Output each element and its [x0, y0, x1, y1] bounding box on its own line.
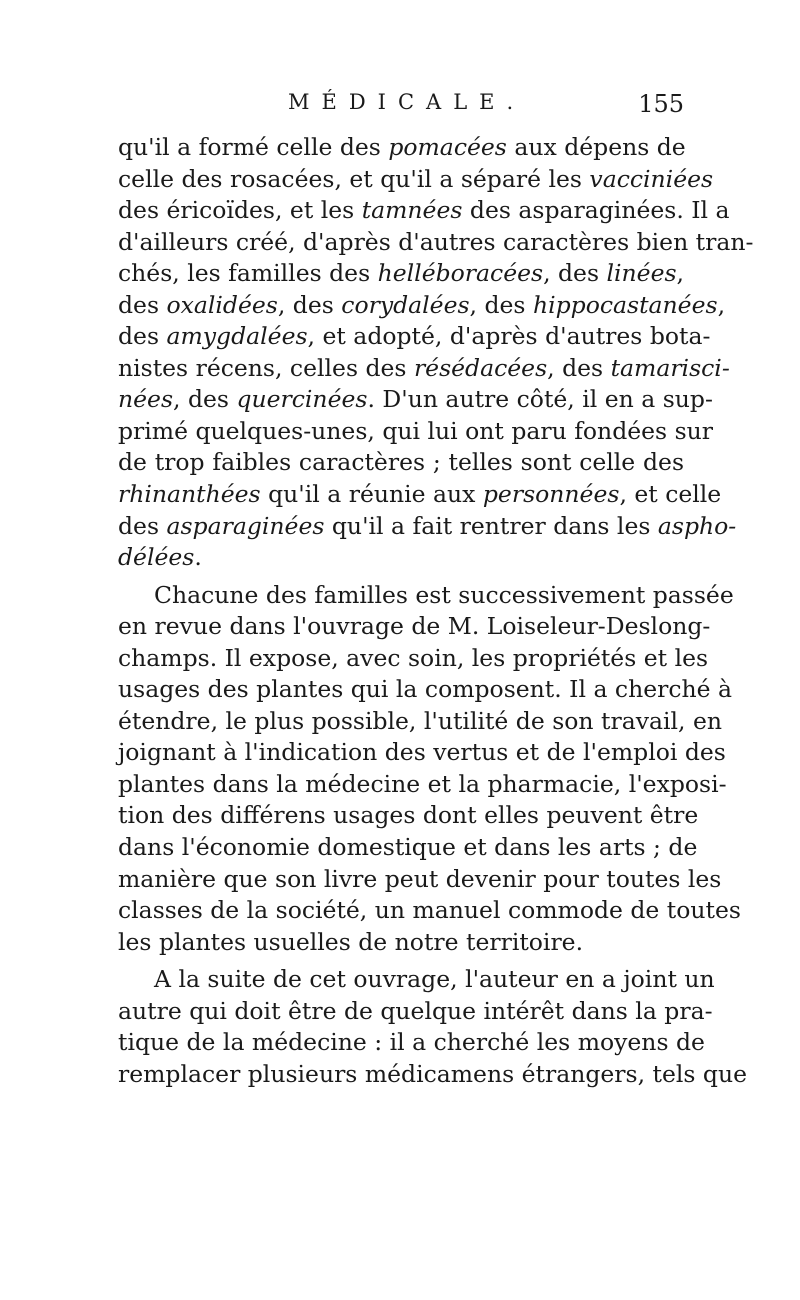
text-run: aux dépens de — [506, 133, 686, 161]
text-line — [118, 864, 722, 896]
text-run: qu'il a fait rentrer dans les — [324, 511, 658, 540]
italic-term: hippocastanées — [532, 290, 718, 319]
text-run: dans l'économie domestique et dans les arts ; de — [118, 833, 698, 862]
text-line — [118, 353, 730, 385]
text-line — [118, 447, 684, 479]
italic-term: personnées — [482, 480, 620, 509]
text-line — [118, 832, 698, 864]
text-line — [118, 511, 737, 543]
text-line — [118, 227, 754, 259]
text-line — [118, 321, 711, 353]
text-run: , des — [543, 259, 607, 288]
text-line — [118, 479, 722, 511]
text-run: d'ailleurs créé, d'après d'autres caractères bien tran- — [118, 227, 754, 256]
text-line — [118, 132, 684, 164]
text-line — [118, 1027, 705, 1059]
text-line — [118, 611, 711, 643]
italic-term: aspho- — [657, 511, 737, 540]
text-run: , des — [469, 290, 533, 319]
text-run: tion des différens usages dont elles peuvent être — [118, 801, 699, 830]
italic-term: quercinées — [236, 385, 368, 414]
text-run: , — [717, 290, 726, 319]
text-line — [118, 737, 726, 769]
text-run: des éricoïdes, et les — [118, 196, 362, 225]
text-run: . D'un autre côté, il en a sup- — [367, 385, 713, 414]
text-run: tique de la médecine : il a cherché les moyens de — [118, 1028, 705, 1057]
text-run: classes de la société, un manuel commode de toutes — [118, 896, 741, 925]
text-run: , — [676, 259, 685, 288]
text-line — [118, 195, 730, 227]
text-run: celle des rosacées, et qu'il a séparé les — [118, 164, 590, 193]
text-run: , des — [173, 385, 237, 414]
italic-term: résédacées — [413, 353, 548, 382]
page-number: 155 — [638, 90, 684, 118]
italic-term: tamnées — [361, 196, 463, 225]
text-run: des — [118, 511, 167, 540]
text-line — [118, 384, 713, 416]
italic-term: vacciniées — [589, 164, 714, 193]
text-run: étendre, le plus possible, l'utilité de son travail, en — [118, 706, 723, 735]
paragraph — [118, 580, 741, 959]
text-run: qu'il a formé celle des — [118, 133, 389, 161]
text-line — [118, 927, 684, 959]
text-run: . — [194, 543, 202, 572]
text-run: joignant à l'indication des vertus et de l'emploi des — [118, 738, 726, 767]
text-run: chés, les familles des — [118, 259, 378, 288]
text-run: des — [118, 322, 167, 351]
body-text — [118, 132, 754, 1090]
text-run: remplacer plusieurs médicamens étrangers, tels que — [118, 1059, 748, 1088]
text-line — [118, 895, 741, 927]
text-line — [118, 580, 734, 612]
italic-term: pomacées — [388, 133, 507, 161]
text-run: champs. Il expose, avec soin, les propriétés et les — [118, 643, 709, 672]
text-run: , des — [277, 290, 342, 319]
text-run: des — [118, 290, 167, 319]
italic-term: amygdalées — [166, 322, 308, 351]
italic-term: nées — [118, 385, 174, 414]
text-run: plantes dans la médecine et la pharmacie, l'exposi- — [118, 769, 727, 798]
text-run: de trop faibles caractères ; telles sont celle des — [118, 448, 684, 477]
paragraph — [118, 964, 748, 1090]
italic-term: délées — [118, 543, 195, 572]
running-title: MÉDICALE. — [288, 90, 526, 114]
text-run: Chacune des familles est successivement passée — [154, 580, 734, 609]
text-line — [118, 674, 733, 706]
italic-term: corydalées — [341, 290, 470, 319]
text-run: , et adopté, d'après d'autres bota- — [307, 322, 711, 351]
text-line — [118, 769, 727, 801]
italic-term: asparaginées — [166, 511, 325, 540]
text-run: A la suite de cet ouvrage, l'auteur en a joint un — [154, 965, 715, 994]
italic-term: linées — [606, 259, 677, 288]
text-line — [118, 996, 713, 1028]
italic-term: oxalidées — [166, 290, 278, 319]
text-line — [118, 416, 714, 448]
text-run: usages des plantes qui la composent. Il a cherché à — [118, 675, 733, 704]
italic-term: tamarisci- — [610, 353, 730, 382]
text-run: manière que son livre peut devenir pour toutes les — [118, 864, 722, 893]
text-run: , et celle — [619, 480, 722, 509]
italic-term: helléboracées — [377, 259, 544, 288]
text-run: , des — [547, 353, 611, 382]
text-line — [118, 290, 726, 322]
running-head — [118, 90, 684, 126]
text-line — [118, 800, 699, 832]
italic-term: rhinanthées — [118, 480, 261, 509]
text-line — [118, 542, 684, 574]
text-run: qu'il a réunie aux — [260, 480, 483, 509]
text-line — [118, 164, 714, 196]
text-run: en revue dans l'ouvrage de M. Loiseleur-Deslong- — [118, 612, 711, 641]
text-line — [118, 964, 715, 996]
text-line — [118, 258, 684, 290]
text-line — [118, 643, 709, 675]
text-line — [118, 706, 723, 738]
paragraph — [118, 132, 754, 574]
text-run: autre qui doit être de quelque intérêt dans la pra- — [118, 996, 713, 1025]
text-run: primé quelques-unes, qui lui ont paru fondées sur — [118, 416, 714, 445]
text-run: nistes récens, celles des — [118, 353, 414, 382]
text-run: les plantes usuelles de notre territoire. — [118, 927, 584, 956]
text-run: des asparaginées. Il a — [462, 196, 730, 225]
text-line — [118, 1059, 748, 1091]
